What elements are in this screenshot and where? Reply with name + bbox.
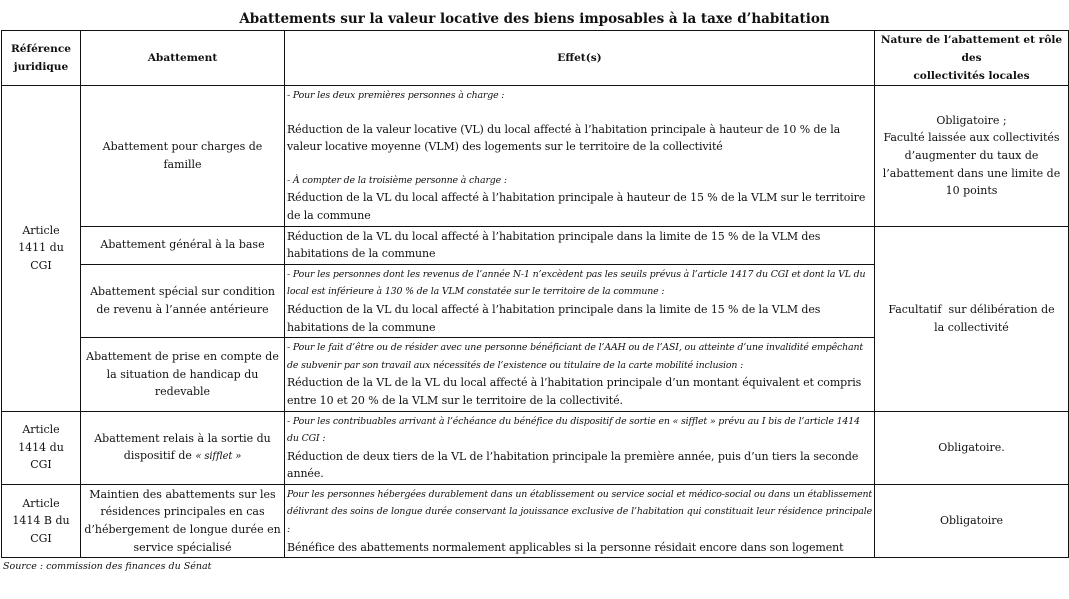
effets-cell xyxy=(285,484,875,557)
effet-condition: - Pour les contribuables arrivant à l’échéance du bénéfice du dispositif de sortie en « sifflet » prévu au I bis de l’article 1414 du CGI : xyxy=(287,415,860,445)
effet-text: Réduction de la VL de la VL du local affecté à l’habitation principale d’un montant équivalent et compris entre 10 et 20 % de la VLM sur le territoire de la collectivité. xyxy=(287,376,862,407)
abattement-cell: Maintien des abattements sur les résidences principales en cas d’hébergement de longue durée en service spécialisé xyxy=(81,484,285,557)
nature-cell: Obligatoire ; Faculté laissée aux collectivités d’augmenter du taux de l’abattement dans une limite de 10 points xyxy=(875,86,1069,227)
effet-condition: - À compter de la troisième personne à charge : xyxy=(287,174,507,186)
abattement-cell: Abattement spécial sur condition de revenu à l’année antérieure xyxy=(81,264,285,337)
effet-condition: Pour les personnes hébergées durablement dans un établissement ou service social et médico-social ou dans un établissement délivrant des soins de longue durée conservant la jouissance exclusive de l’habitation qui constituait leur résidence principale : xyxy=(287,488,872,536)
table-row xyxy=(2,86,1069,227)
reference-cell: Article 1411 du CGI xyxy=(2,86,81,412)
reference-cell: Article 1414 B du CGI xyxy=(2,484,81,557)
effets-cell xyxy=(285,86,875,227)
table-row xyxy=(2,226,1069,264)
nature-cell: Obligatoire xyxy=(875,484,1069,557)
effet-text: Réduction de la VL du local affecté à l’habitation principale dans la limite de 15 % de la VLM des habitations de la commune xyxy=(287,302,821,334)
nature-cell: Facultatif sur délibération de la collectivité xyxy=(875,226,1069,411)
table-title: Abattements sur la valeur locative des biens imposables à la taxe d’habitation xyxy=(239,11,830,27)
header-nature: Nature de l’abattement et rôle des collectivités locales xyxy=(875,31,1069,86)
abattements-table xyxy=(1,30,1069,558)
abattement-cell: Abattement relais à la sortie du dispositif de « sifflet » xyxy=(81,411,285,484)
table-row xyxy=(2,484,1069,557)
effet-condition: - Pour le fait d’être ou de résider avec une personne bénéficiant de l’AAH ou de l’ASI, ou atteinte d’une invalidité empêchant de subvenir par son travail aux nécessités de l’existence ou titulaire de la carte mobilité inclusion : xyxy=(287,342,863,371)
effet-condition: - Pour les deux premières personnes à charge : xyxy=(287,90,505,101)
reference-cell: Article 1414 du CGI xyxy=(2,411,81,484)
header-abattement: Abattement xyxy=(81,31,285,86)
effet-text: Réduction de la VL du local affecté à l’habitation principale dans la limite de 15 % de la VLM des habitations de la commune xyxy=(287,229,821,261)
table-row xyxy=(2,411,1069,484)
effets-cell xyxy=(285,411,875,484)
effet-condition: - Pour les personnes dont les revenus de l’année N-1 n’excèdent pas les seuils prévus à l’article 1417 du CGI et dont la VL du local est inférieure à 130 % de la VLM constatée sur le territoire de la commune : xyxy=(287,268,866,298)
header-row xyxy=(2,31,1069,86)
effet-text: Réduction de la valeur locative (VL) du local affecté à l’habitation principale à hauteur de 10 % de la valeur locative moyenne (VLM) des logements sur le territoire de la collectivité xyxy=(287,122,841,154)
abattement-cell: Abattement pour charges de famille xyxy=(81,86,285,227)
effets-cell xyxy=(285,226,875,264)
abattement-cell: Abattement général à la base xyxy=(81,226,285,264)
source-note: Source : commission des finances du Sénat xyxy=(3,561,212,573)
abattement-cell: Abattement de prise en compte de la situation de handicap du redevable xyxy=(81,338,285,411)
effet-text: Réduction de la VL du local affecté à l’habitation principale à hauteur de 15 % de la VLM sur le territoire de la commune xyxy=(287,191,866,222)
header-effets: Effet(s) xyxy=(285,31,875,86)
effet-text: Bénéfice des abattements normalement applicables si la personne résidait encore dans son logement xyxy=(287,540,844,554)
effets-cell xyxy=(285,264,875,337)
header-reference: Référence juridique xyxy=(2,31,81,86)
nature-cell: Obligatoire. xyxy=(875,411,1069,484)
effets-cell xyxy=(285,338,875,411)
effet-text: Réduction de deux tiers de la VL de l’habitation principale la première année, puis d’un tiers la seconde année. xyxy=(287,449,859,481)
